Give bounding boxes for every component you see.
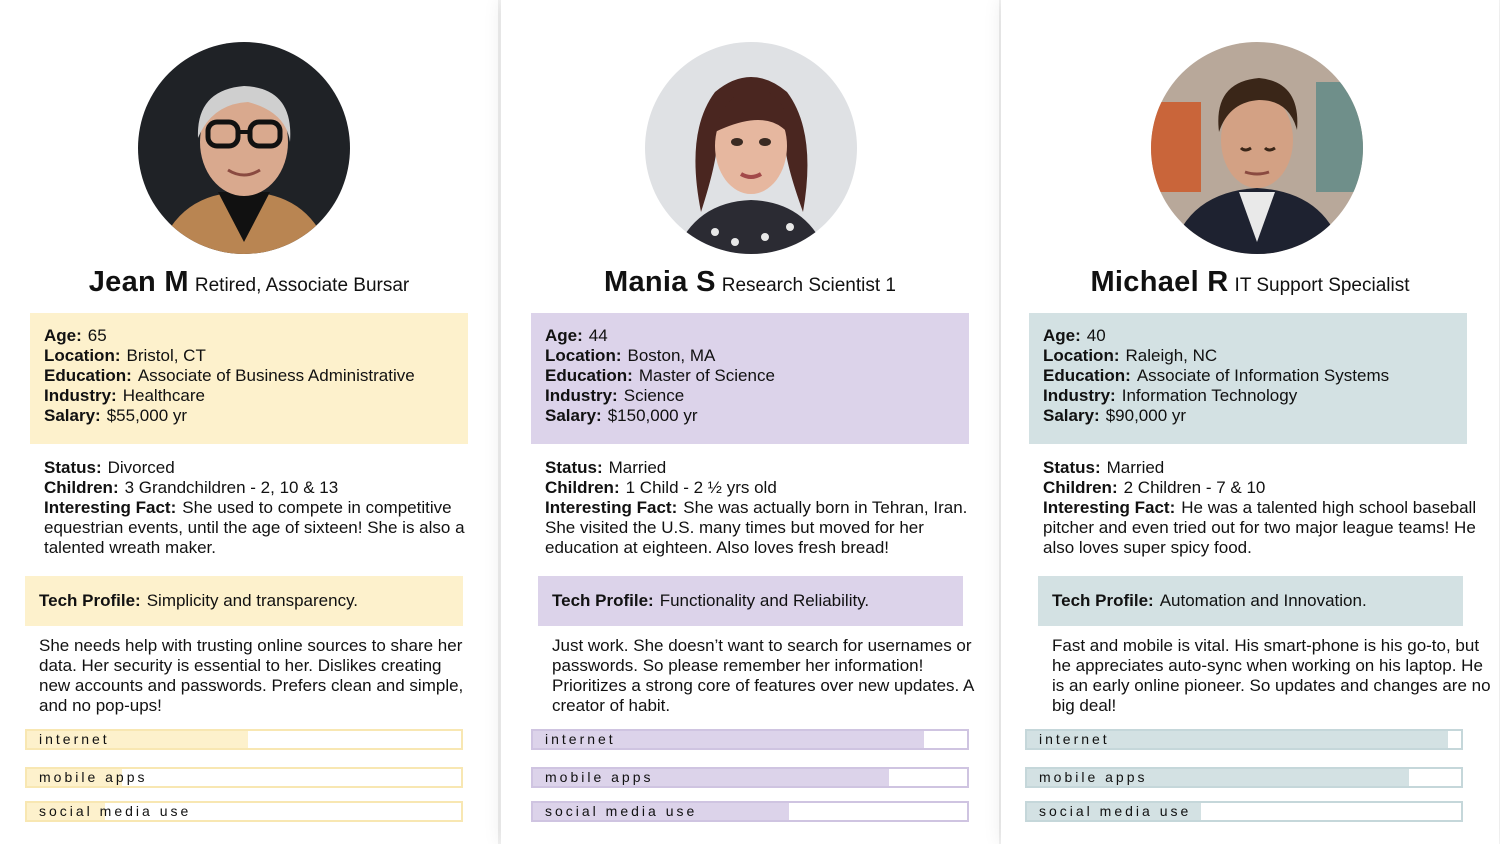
field-label: Status: xyxy=(545,458,603,477)
field-value: Married xyxy=(608,458,667,477)
details-block xyxy=(1043,458,1483,558)
avatar-mania-image xyxy=(645,42,857,254)
salary-row xyxy=(44,406,468,426)
field-label: Education: xyxy=(545,366,633,385)
field-value: Associate of Information Systems xyxy=(1136,366,1390,385)
field-value: $55,000 yr xyxy=(106,406,188,425)
field-value: He was a talented high school baseball pitcher and even tried out for two major league teams! He also loves super spicy food. xyxy=(1043,498,1477,557)
details-block xyxy=(44,458,484,558)
field-value: Bristol, CT xyxy=(126,346,206,365)
field-label: Children: xyxy=(545,478,620,497)
field-label: Interesting Fact: xyxy=(545,498,678,517)
avatar-michael-image xyxy=(1151,42,1363,254)
field-value: 3 Grandchildren - 2, 10 & 13 xyxy=(124,478,339,497)
tech-label: Tech Profile: xyxy=(39,591,141,610)
field-value: Raleigh, NC xyxy=(1125,346,1218,365)
children-row xyxy=(44,478,484,498)
field-label: Salary: xyxy=(1043,406,1100,425)
persona-card-jean xyxy=(0,0,498,844)
field-label: Children: xyxy=(44,478,119,497)
bar-label: social media use xyxy=(545,803,698,819)
tech-label: Tech Profile: xyxy=(552,591,654,610)
field-value: Master of Science xyxy=(638,366,775,385)
salary-row xyxy=(1043,406,1467,426)
field-label: Location: xyxy=(44,346,121,365)
avatar-jean-image xyxy=(138,42,350,254)
fact-row xyxy=(1043,498,1483,558)
persona-name: Michael R xyxy=(1090,266,1229,298)
fact-row xyxy=(44,498,484,558)
field-label: Age: xyxy=(44,326,82,345)
industry-row xyxy=(1043,386,1467,406)
field-value: Associate of Business Administrative xyxy=(137,366,415,385)
tech-description: Fast and mobile is vital. His smart-phone is his go-to, but he appreciates auto-sync when working on his laptop. He is an early online pioneer. So updates and changes are no big deal! xyxy=(1052,636,1491,715)
location-row xyxy=(545,346,969,366)
bar-internet xyxy=(531,729,969,750)
persona-heading xyxy=(501,266,999,299)
field-label: Age: xyxy=(545,326,583,345)
field-label: Status: xyxy=(44,458,102,477)
bar-label: mobile apps xyxy=(39,769,148,785)
details-block xyxy=(545,458,985,558)
children-row xyxy=(545,478,985,498)
bar-social-media xyxy=(25,801,463,822)
salary-row xyxy=(545,406,969,426)
bar-label: mobile apps xyxy=(545,769,654,785)
tech-profile-box xyxy=(1038,576,1463,626)
field-label: Location: xyxy=(1043,346,1120,365)
field-label: Industry: xyxy=(545,386,618,405)
tech-description: Just work. She doesn’t want to search for usernames or passwords. So please remember her information! Prioritizes a strong core of features over new updates. A creator of habit. xyxy=(552,636,974,715)
field-value: Married xyxy=(1106,458,1165,477)
tech-description: She needs help with trusting online sources to share her data. Her security is essential to her. Dislikes creating new accounts and passwords. Prefers clean and simple, and no pop-ups! xyxy=(39,636,464,715)
field-value: Healthcare xyxy=(122,386,205,405)
tech-label: Tech Profile: xyxy=(1052,591,1154,610)
persona-name: Jean M xyxy=(88,266,189,298)
bar-label: social media use xyxy=(39,803,192,819)
field-value: She was actually born in Tehran, Iran. She visited the U.S. many times but moved for her education at eighteen. Also loves fresh bread! xyxy=(545,498,968,557)
persona-title: Retired, Associate Bursar xyxy=(194,275,410,296)
bar-label: social media use xyxy=(1039,803,1192,819)
tech-profile-box xyxy=(25,576,463,626)
avatar xyxy=(645,42,857,254)
persona-title: IT Support Specialist xyxy=(1234,275,1410,296)
education-row xyxy=(44,366,468,386)
location-row xyxy=(44,346,468,366)
tech-profile-box xyxy=(538,576,963,626)
field-value: 44 xyxy=(588,326,608,345)
field-label: Salary: xyxy=(545,406,602,425)
field-value: $150,000 yr xyxy=(607,406,698,425)
bar-internet xyxy=(25,729,463,750)
persona-card-mania xyxy=(501,0,999,844)
field-value: 65 xyxy=(87,326,107,345)
bar-social-media xyxy=(531,801,969,822)
info-box xyxy=(30,313,468,444)
tech-value: Simplicity and transparency. xyxy=(146,591,359,610)
bar-mobile-apps xyxy=(531,767,969,788)
avatar xyxy=(1151,42,1363,254)
avatar xyxy=(138,42,350,254)
field-value: 1 Child - 2 ½ yrs old xyxy=(625,478,777,497)
field-value: Divorced xyxy=(107,458,175,477)
fact-row xyxy=(545,498,985,558)
bar-internet xyxy=(1025,729,1463,750)
field-value: 40 xyxy=(1086,326,1106,345)
age-row xyxy=(1043,326,1467,346)
industry-row xyxy=(44,386,468,406)
persona-title: Research Scientist 1 xyxy=(721,275,896,296)
field-value: She used to compete in competitive equestrian events, until the age of sixteen! She is also a talented wreath maker. xyxy=(44,498,465,557)
status-row xyxy=(44,458,484,478)
field-value: Science xyxy=(623,386,685,405)
info-box xyxy=(531,313,969,444)
education-row xyxy=(1043,366,1467,386)
education-row xyxy=(545,366,969,386)
status-row xyxy=(545,458,985,478)
field-value: 2 Children - 7 & 10 xyxy=(1123,478,1266,497)
field-label: Interesting Fact: xyxy=(1043,498,1176,517)
field-value: $90,000 yr xyxy=(1105,406,1187,425)
field-label: Industry: xyxy=(44,386,117,405)
info-box xyxy=(1029,313,1467,444)
field-label: Education: xyxy=(44,366,132,385)
age-row xyxy=(545,326,969,346)
age-row xyxy=(44,326,468,346)
persona-card-michael xyxy=(1001,0,1499,844)
bar-social-media xyxy=(1025,801,1463,822)
bar-label: internet xyxy=(39,731,110,747)
persona-heading xyxy=(0,266,498,299)
field-label: Age: xyxy=(1043,326,1081,345)
children-row xyxy=(1043,478,1483,498)
field-label: Children: xyxy=(1043,478,1118,497)
field-label: Status: xyxy=(1043,458,1101,477)
bar-label: internet xyxy=(1039,731,1110,747)
persona-name: Mania S xyxy=(604,266,716,298)
persona-heading xyxy=(1001,266,1499,299)
tech-value: Automation and Innovation. xyxy=(1159,591,1367,610)
field-label: Education: xyxy=(1043,366,1131,385)
bar-mobile-apps xyxy=(25,767,463,788)
field-label: Interesting Fact: xyxy=(44,498,177,517)
location-row xyxy=(1043,346,1467,366)
bar-label: mobile apps xyxy=(1039,769,1148,785)
status-row xyxy=(1043,458,1483,478)
field-value: Information Technology xyxy=(1121,386,1298,405)
field-label: Salary: xyxy=(44,406,101,425)
field-label: Industry: xyxy=(1043,386,1116,405)
bar-label: internet xyxy=(545,731,616,747)
field-value: Boston, MA xyxy=(627,346,716,365)
industry-row xyxy=(545,386,969,406)
field-label: Location: xyxy=(545,346,622,365)
bar-mobile-apps xyxy=(1025,767,1463,788)
tech-value: Functionality and Reliability. xyxy=(659,591,870,610)
